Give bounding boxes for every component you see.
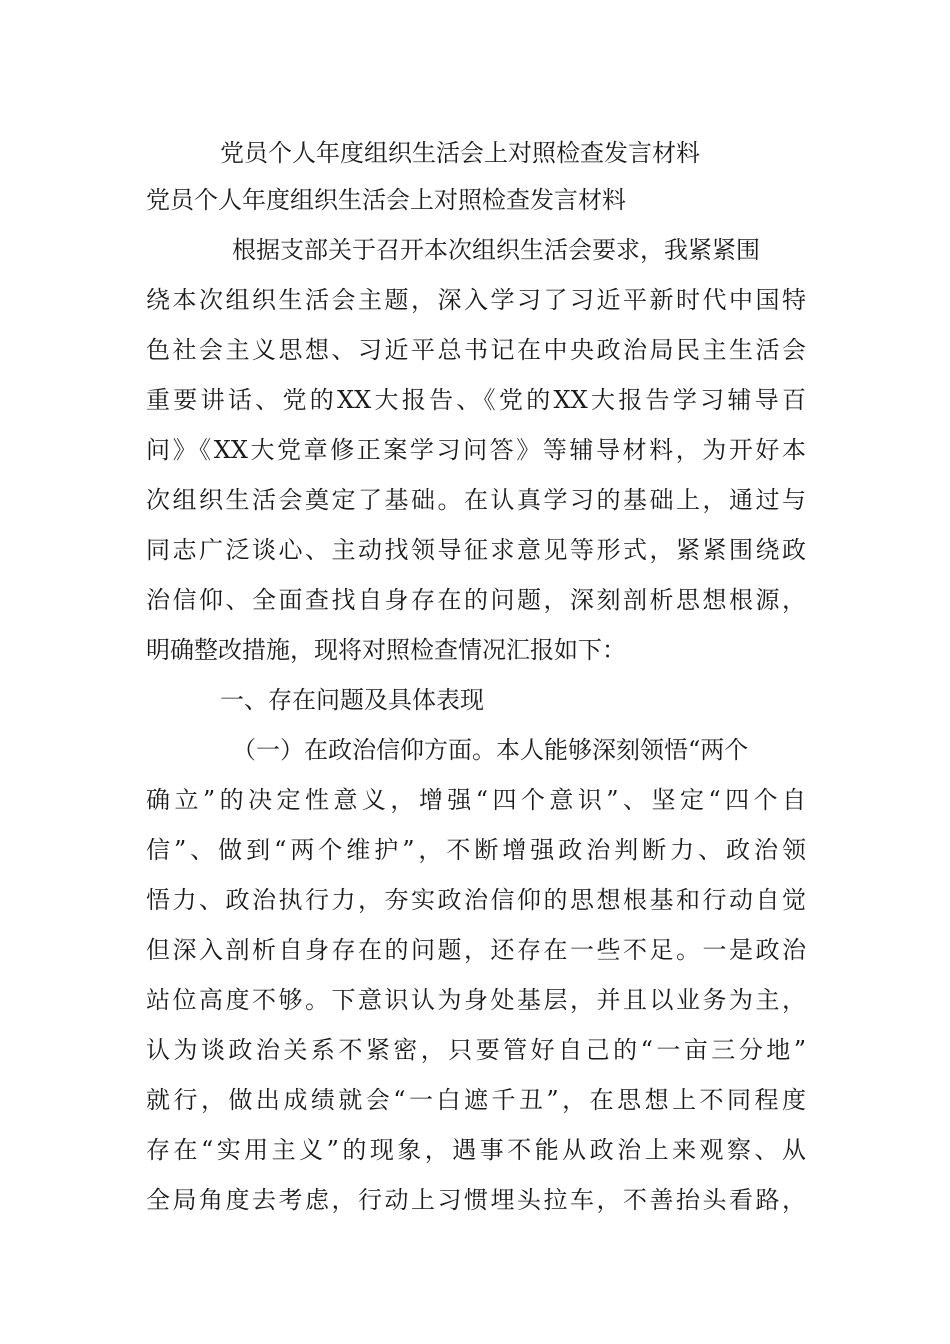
paragraph-line: 绕本次组织生活会主题，深入学习了习近平新时代中国特 bbox=[146, 286, 806, 314]
paragraph-line: 存在“实用主义”的现象，遇事不能从政治上来观察、从 bbox=[146, 1136, 806, 1164]
section-heading: 一、存在问题及具体表现 bbox=[220, 686, 484, 714]
paragraph-line: 明确整改措施，现将对照检查情况汇报如下： bbox=[146, 636, 626, 664]
paragraph-line: 治信仰、全面查找自身存在的问题，深刻剖析思想根源， bbox=[146, 586, 806, 614]
paragraph-line: 认为谈政治关系不紧密，只要管好自己的“一亩三分地” bbox=[146, 1036, 806, 1064]
paragraph-line: 次组织生活会奠定了基础。在认真学习的基础上，通过与 bbox=[146, 486, 806, 514]
paragraph-line: 但深入剖析自身存在的问题，还存在一些不足。一是政治 bbox=[146, 936, 806, 964]
paragraph-line: 重要讲话、党的XX大报告、《党的XX大报告学习辅导百 bbox=[146, 386, 806, 414]
paragraph-line: 悟力、政治执行力，夯实政治信仰的思想根基和行动自觉 bbox=[146, 886, 806, 914]
document-subtitle: 党员个人年度组织生活会上对照检查发言材料 bbox=[146, 186, 626, 214]
paragraph-line: 信”、做到“两个维护”，不断增强政治判断力、政治领 bbox=[146, 836, 806, 864]
paragraph-line: 根据支部关于召开本次组织生活会要求，我紧紧围 bbox=[232, 236, 760, 264]
paragraph-line: 就行，做出成绩就会“一白遮千丑”，在思想上不同程度 bbox=[146, 1086, 806, 1114]
document-title: 党员个人年度组织生活会上对照检查发言材料 bbox=[220, 139, 700, 167]
paragraph-line: 色社会主义思想、习近平总书记在中央政治局民主生活会 bbox=[146, 336, 806, 364]
paragraph-line: 同志广泛谈心、主动找领导征求意见等形式，紧紧围绕政 bbox=[146, 536, 806, 564]
paragraph-line: 站位高度不够。下意识认为身处基层，并且以业务为主， bbox=[146, 986, 806, 1014]
paragraph-line: 确立”的决定性意义，增强“四个意识”、坚定“四个自 bbox=[146, 786, 806, 814]
paragraph-line: 全局角度去考虑，行动上习惯埋头拉车，不善抬头看路， bbox=[146, 1186, 806, 1214]
paragraph-line: （一）在政治信仰方面。本人能够深刻领悟“两个 bbox=[232, 736, 749, 764]
paragraph-line: 问》《XX大党章修正案学习问答》等辅导材料，为开好本 bbox=[146, 436, 806, 464]
